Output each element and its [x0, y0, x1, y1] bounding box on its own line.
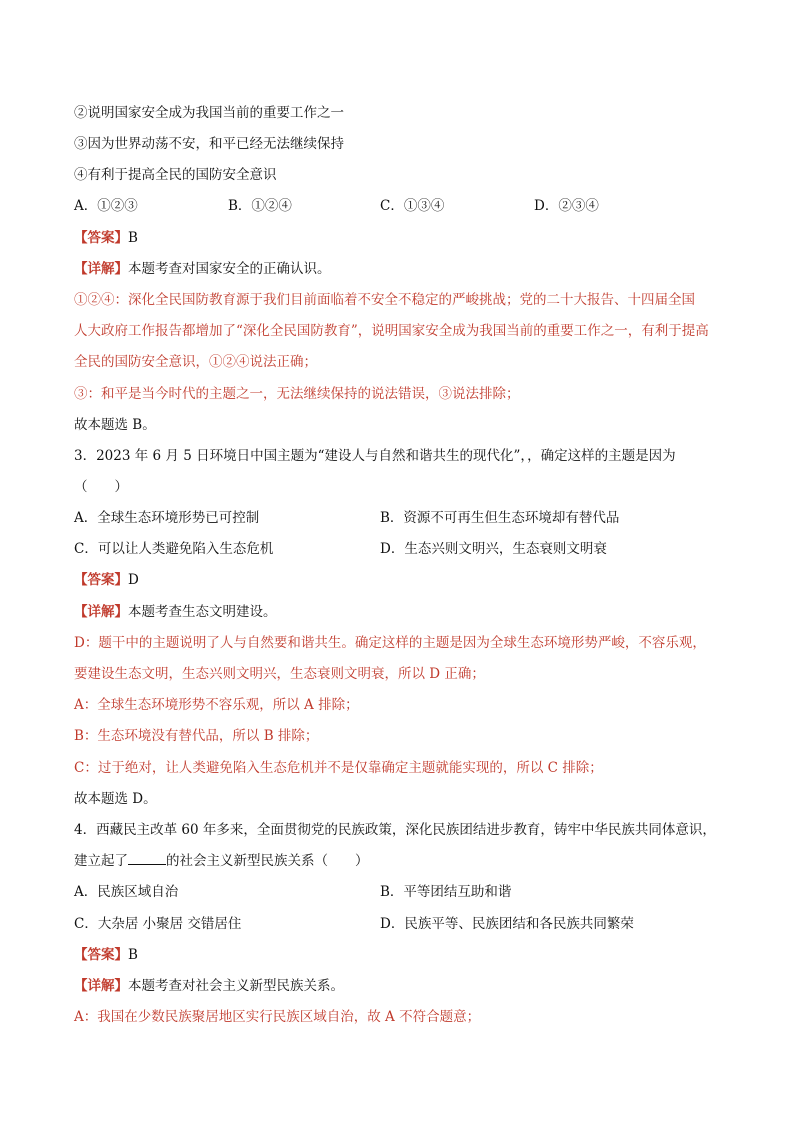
q3-paren: （ ） — [74, 479, 128, 495]
statement-2: ②说明国家安全成为我国当前的重要工作之一 — [74, 105, 344, 121]
answer-value: D — [128, 572, 139, 588]
q3-answer — [74, 571, 139, 589]
q2-explanation-3: ③：和平是当今时代的主题之一，无法继续保持的说法错误，③说法排除； — [74, 386, 520, 402]
answer-tag: 【答案】 — [74, 947, 128, 963]
q2-conclusion: 故本题选 B。 — [74, 417, 156, 433]
q3-explanation-d-line-2: 要建设生态文明，生态兴则文明兴，生态衰则文明衰，所以 D 正确； — [74, 666, 485, 682]
q3-explanation-c: C：过于绝对，让人类避免陷入生态危机并不是仅靠确定主题就能实现的，所以 C 排除； — [74, 760, 603, 776]
answer-tag: 【答案】 — [74, 572, 128, 588]
q3-explanation-d-line-1: D：题干中的主题说明了人与自然要和谐共生。确定这样的主题是因为全球生态环境形势严峻，不容乐观， — [74, 635, 706, 651]
q3-conclusion: 故本题选 D。 — [74, 791, 157, 807]
q3-option-d: D．生态兴则文明兴，生态衰则文明衰 — [380, 541, 607, 557]
q3-stem: 3．2023 年 6 月 5 日环境日中国主题为“建设人与自然和谐共生的现代化”，，确定这样的主题是因为 — [74, 448, 676, 464]
q2-option-c: C．①③④ — [380, 198, 445, 214]
q4-option-c: C．大杂居 小聚居 交错居住 — [74, 916, 242, 932]
statement-3: ③因为世界动荡不安，和平已经无法继续保持 — [74, 136, 344, 152]
q4-explanation-a: A：我国在少数民族聚居地区实行民族区域自治，故 A 不符合题意； — [74, 1009, 481, 1025]
q4-detail — [74, 977, 344, 995]
q2-explanation-line-2: 人大政府工作报告都增加了“深化全民国防教育”，说明国家安全成为我国当前的重要工作之一，有利于提高 — [74, 323, 709, 339]
q2-explanation-line-3: 全民的国防安全意识，①②④说法正确； — [74, 354, 317, 370]
q3-explanation-b: B：生态环境没有替代品，所以 B 排除； — [74, 728, 319, 744]
q2-option-b: B．①②④ — [228, 198, 292, 214]
q4-option-d: D．民族平等、民族团结和各民族共同繁荣 — [380, 916, 634, 932]
detail-tag: 【详解】 — [74, 261, 128, 277]
q3-explanation-a: A：全球生态环境形势不容乐观，所以 A 排除； — [74, 697, 359, 713]
q4-stem-post: 的社会主义新型民族关系（ ） — [166, 853, 369, 869]
detail-intro: 本题考查对社会主义新型民族关系。 — [128, 978, 344, 994]
q3-option-c: C．可以让人类避免陷入生态危机 — [74, 541, 274, 557]
q4-option-a: A．民族区域自治 — [74, 884, 179, 900]
q4-stem-line-1: 4．西藏民主改革 60 年多来，全面贯彻党的民族政策，深化民族团结进步教育，铸牢中华民族共同体意识， — [74, 822, 716, 838]
detail-tag: 【详解】 — [74, 604, 128, 620]
answer-tag: 【答案】 — [74, 230, 128, 246]
detail-tag: 【详解】 — [74, 978, 128, 994]
q4-option-b: B．平等团结互助和谐 — [380, 884, 512, 900]
detail-intro: 本题考查生态文明建设。 — [128, 604, 277, 620]
q4-stem-pre: 建立起了 — [74, 853, 128, 869]
q4-answer — [74, 946, 138, 964]
q2-option-a: A．①②③ — [74, 198, 138, 214]
statement-4: ④有利于提高全民的国防安全意识 — [74, 167, 277, 183]
q2-explanation-line-1: ①②④：深化全民国防教育源于我们目前面临着不安全不稳定的严峻挑战；党的二十大报告、十四届全国 — [74, 292, 695, 308]
q4-stem-line-2 — [74, 852, 369, 870]
detail-intro: 本题考查对国家安全的正确认识。 — [128, 261, 331, 277]
q2-answer — [74, 229, 138, 247]
q2-detail — [74, 260, 331, 278]
q3-option-b: B．资源不可再生但生态环境却有替代品 — [380, 510, 620, 526]
q3-detail — [74, 603, 277, 621]
answer-value: B — [128, 947, 138, 963]
q3-option-a: A．全球生态环境形势已可控制 — [74, 510, 260, 526]
answer-value: B — [128, 230, 138, 246]
fill-blank — [128, 852, 166, 865]
q2-option-d: D．②③④ — [534, 198, 599, 214]
